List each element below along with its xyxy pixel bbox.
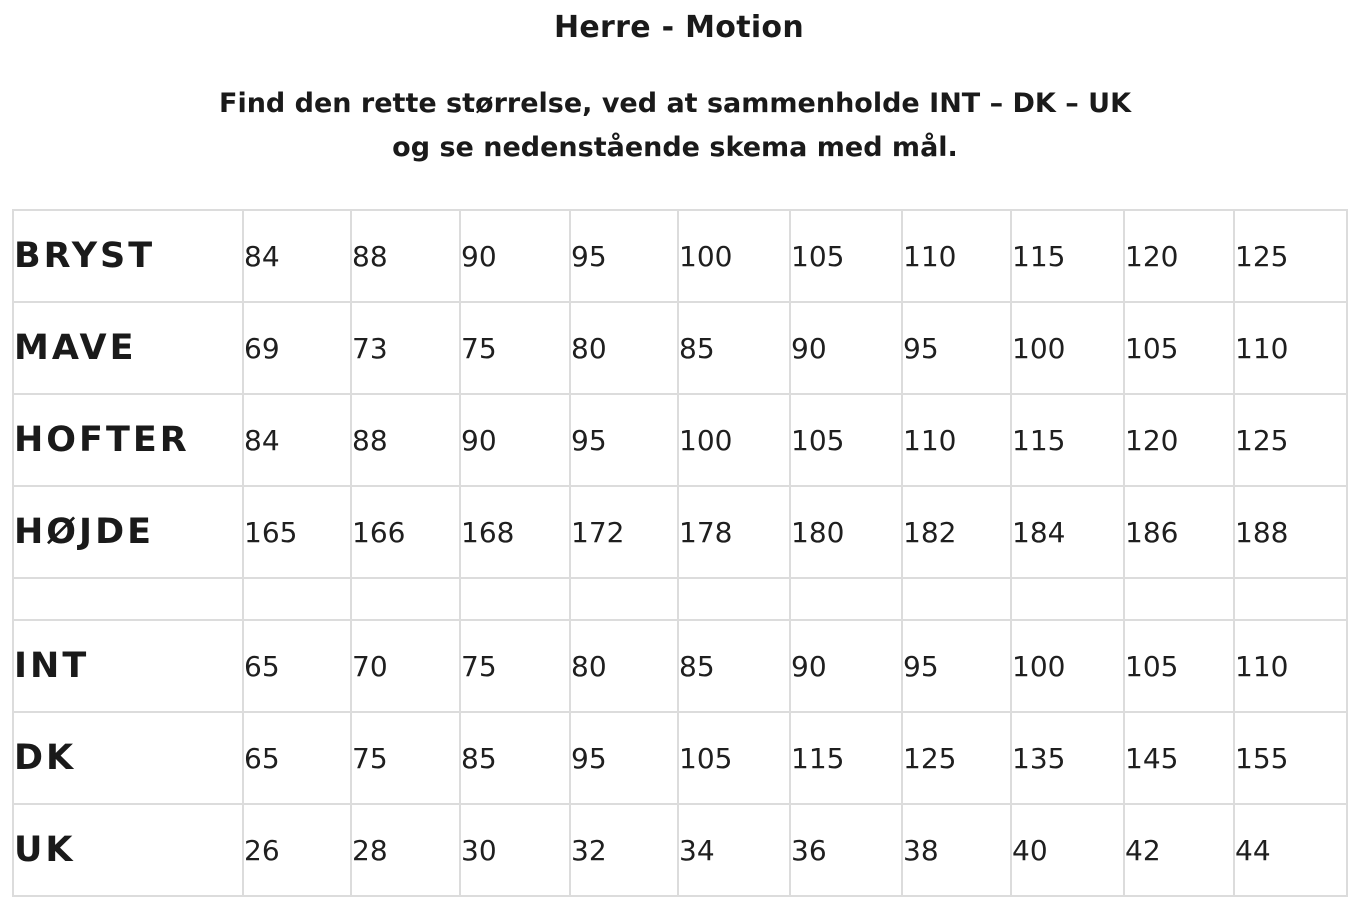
table-row — [13, 302, 1347, 394]
table-cell: 120 — [1124, 210, 1234, 302]
table-cell: 88 — [351, 394, 460, 486]
row-label: INT — [13, 620, 243, 712]
table-cell: 32 — [570, 804, 678, 896]
table-cell: 115 — [1011, 394, 1124, 486]
table-cell: 95 — [570, 712, 678, 804]
table-spacer-row — [13, 578, 1347, 620]
table-cell: 178 — [678, 486, 790, 578]
table-cell: 110 — [902, 394, 1011, 486]
table-cell: 105 — [790, 210, 902, 302]
table-cell: 69 — [243, 302, 351, 394]
table-row — [13, 486, 1347, 578]
table-cell: 115 — [1011, 210, 1124, 302]
table-cell: 168 — [460, 486, 570, 578]
table-cell: 90 — [460, 210, 570, 302]
page-title: Herre - Motion — [554, 10, 804, 45]
row-label: HOFTER — [13, 394, 243, 486]
table-cell: 188 — [1234, 486, 1347, 578]
table-cell: 105 — [678, 712, 790, 804]
page-subtitle — [0, 82, 1350, 170]
table-cell — [570, 578, 678, 620]
table-cell: 84 — [243, 394, 351, 486]
table-cell: 95 — [902, 302, 1011, 394]
table-cell: 26 — [243, 804, 351, 896]
table-cell: 182 — [902, 486, 1011, 578]
table-cell: 30 — [460, 804, 570, 896]
table-cell: 105 — [1124, 302, 1234, 394]
table-cell: 155 — [1234, 712, 1347, 804]
table-cell — [460, 578, 570, 620]
table-cell: 180 — [790, 486, 902, 578]
table-cell: 125 — [1234, 394, 1347, 486]
table-cell — [243, 578, 351, 620]
table-cell: 75 — [460, 620, 570, 712]
table-cell: 90 — [790, 620, 902, 712]
table-cell: 145 — [1124, 712, 1234, 804]
table-cell: 28 — [351, 804, 460, 896]
table-cell: 42 — [1124, 804, 1234, 896]
table-row — [13, 712, 1347, 804]
table-cell: 65 — [243, 620, 351, 712]
subtitle-line-1: Find den rette størrelse, ved at sammenholde INT – DK – UK — [219, 88, 1131, 119]
table-row — [13, 210, 1347, 302]
table-cell: 172 — [570, 486, 678, 578]
table-cell: 110 — [902, 210, 1011, 302]
table-row — [13, 620, 1347, 712]
table-cell: 75 — [351, 712, 460, 804]
table-cell: 186 — [1124, 486, 1234, 578]
table-cell: 75 — [460, 302, 570, 394]
table-cell: 125 — [902, 712, 1011, 804]
table-cell: 100 — [678, 394, 790, 486]
row-label: DK — [13, 712, 243, 804]
table-cell: 90 — [460, 394, 570, 486]
table-cell: 105 — [1124, 620, 1234, 712]
row-label: UK — [13, 804, 243, 896]
table-cell: 184 — [1011, 486, 1124, 578]
table-cell: 100 — [1011, 302, 1124, 394]
table-cell: 36 — [790, 804, 902, 896]
table-cell: 105 — [790, 394, 902, 486]
table-cell: 90 — [790, 302, 902, 394]
table-cell: 100 — [678, 210, 790, 302]
table-cell: 100 — [1011, 620, 1124, 712]
table-row — [13, 394, 1347, 486]
table-cell — [1124, 578, 1234, 620]
table-cell: 135 — [1011, 712, 1124, 804]
table-cell: 95 — [570, 394, 678, 486]
table-cell — [790, 578, 902, 620]
table-cell: 85 — [678, 620, 790, 712]
row-label: HØJDE — [13, 486, 243, 578]
table-cell: 65 — [243, 712, 351, 804]
table-cell: 38 — [902, 804, 1011, 896]
row-label: MAVE — [13, 302, 243, 394]
table-cell: 166 — [351, 486, 460, 578]
table-cell: 84 — [243, 210, 351, 302]
table-cell: 95 — [570, 210, 678, 302]
table-cell — [678, 578, 790, 620]
table-cell: 80 — [570, 620, 678, 712]
table-cell: 40 — [1011, 804, 1124, 896]
table-cell: 70 — [351, 620, 460, 712]
table-cell: 120 — [1124, 394, 1234, 486]
row-label: BRYST — [13, 210, 243, 302]
table-cell: 80 — [570, 302, 678, 394]
table-cell: 110 — [1234, 302, 1347, 394]
size-table-body — [13, 210, 1347, 896]
table-cell: 110 — [1234, 620, 1347, 712]
table-cell — [902, 578, 1011, 620]
table-cell: 88 — [351, 210, 460, 302]
table-cell: 165 — [243, 486, 351, 578]
table-cell: 125 — [1234, 210, 1347, 302]
table-cell: 85 — [678, 302, 790, 394]
table-cell: 115 — [790, 712, 902, 804]
table-cell: 95 — [902, 620, 1011, 712]
size-table — [12, 209, 1348, 897]
table-cell: 85 — [460, 712, 570, 804]
table-cell — [1234, 578, 1347, 620]
subtitle-line-2: og se nedenstående skema med mål. — [392, 132, 958, 163]
table-cell: 73 — [351, 302, 460, 394]
row-label — [13, 578, 243, 620]
table-cell: 44 — [1234, 804, 1347, 896]
table-row — [13, 804, 1347, 896]
table-cell — [1011, 578, 1124, 620]
table-cell: 34 — [678, 804, 790, 896]
table-cell — [351, 578, 460, 620]
